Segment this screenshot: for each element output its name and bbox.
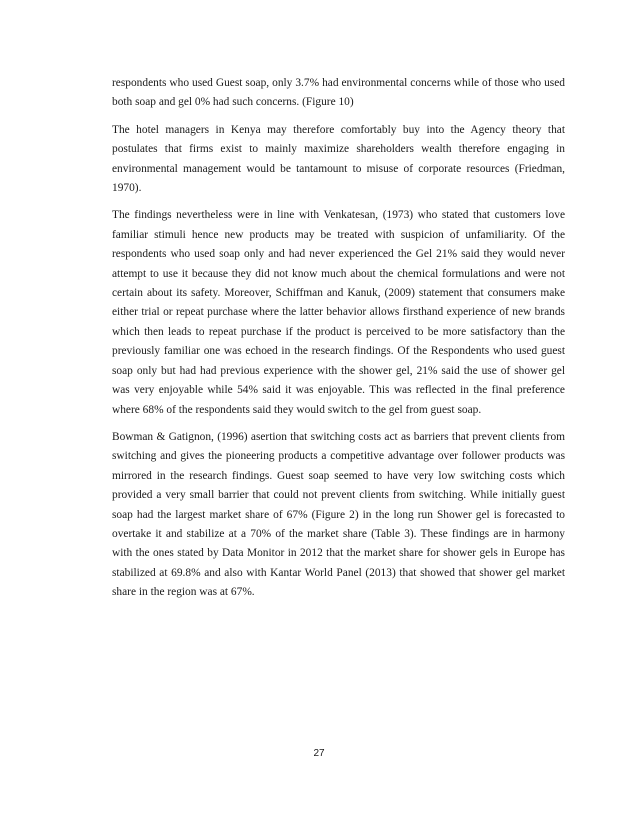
paragraph-switching-costs: Bowman & Gatignon, (1996) asertion that switching costs act as barriers that prevent clients from switching and gives the pioneering products a competitive advantage over follower products was mirrored in the research findings. Guest soap seemed to have very low switching costs which provided a very small barrier that could not prevent clients from switching. While initially guest soap had the largest market share of 67% (Figure 2) in the long run Shower gel is forecasted to overtake it and stabilize at a 70% of the market share (Table 3). These findings are in harmony with the ones stated by Data Monitor in 2012 that the market share for shower gels in Europe has stabilized at 69.8% and also with Kantar World Panel (2013) that showed that shower gel market share in the region was at 67%. xyxy=(112,430,565,599)
paragraph-venkatesan-findings: The findings nevertheless were in line with Venkatesan, (1973) who stated that customers love familiar stimuli hence new products may be treated with suspicion of unfamiliarity. Of the respondents who used soap only and had never experienced the Gel 21% said they would never attempt to use it because they did not know much about the chemical formulations and were not certain about its safety. Moreover, Schiffman and Kanuk, (2009) statement that consumers make either trial or repeat purchase where the latter behavior allows firsthand experience of new brands which then leads to repeat purchase if the product is perceived to be more satisfactory than the previously familiar one was echoed in the research findings. Of the Respondents who used guest soap only but had had previous experience with the shower gel, 21% said the use of shower gel was very enjoyable while 54% said it was enjoyable. This was reflected in the final preference where 68% of the respondents said they would switch to the gel from guest soap. xyxy=(112,209,565,416)
body-text xyxy=(112,74,565,611)
paragraph-environmental-concerns: respondents who used Guest soap, only 3.7% had environmental concerns while of those who used both soap and gel 0% had such concerns. (Figure 10) xyxy=(112,77,565,109)
paragraph-agency-theory: The hotel managers in Kenya may therefore comfortably buy into the Agency theory that postulates that firms exist to mainly maximize shareholders wealth therefore engaging in environmental management would be tantamount to misuse of corporate resources (Friedman, 1970). xyxy=(112,123,565,195)
page-number: 27 xyxy=(313,748,325,759)
